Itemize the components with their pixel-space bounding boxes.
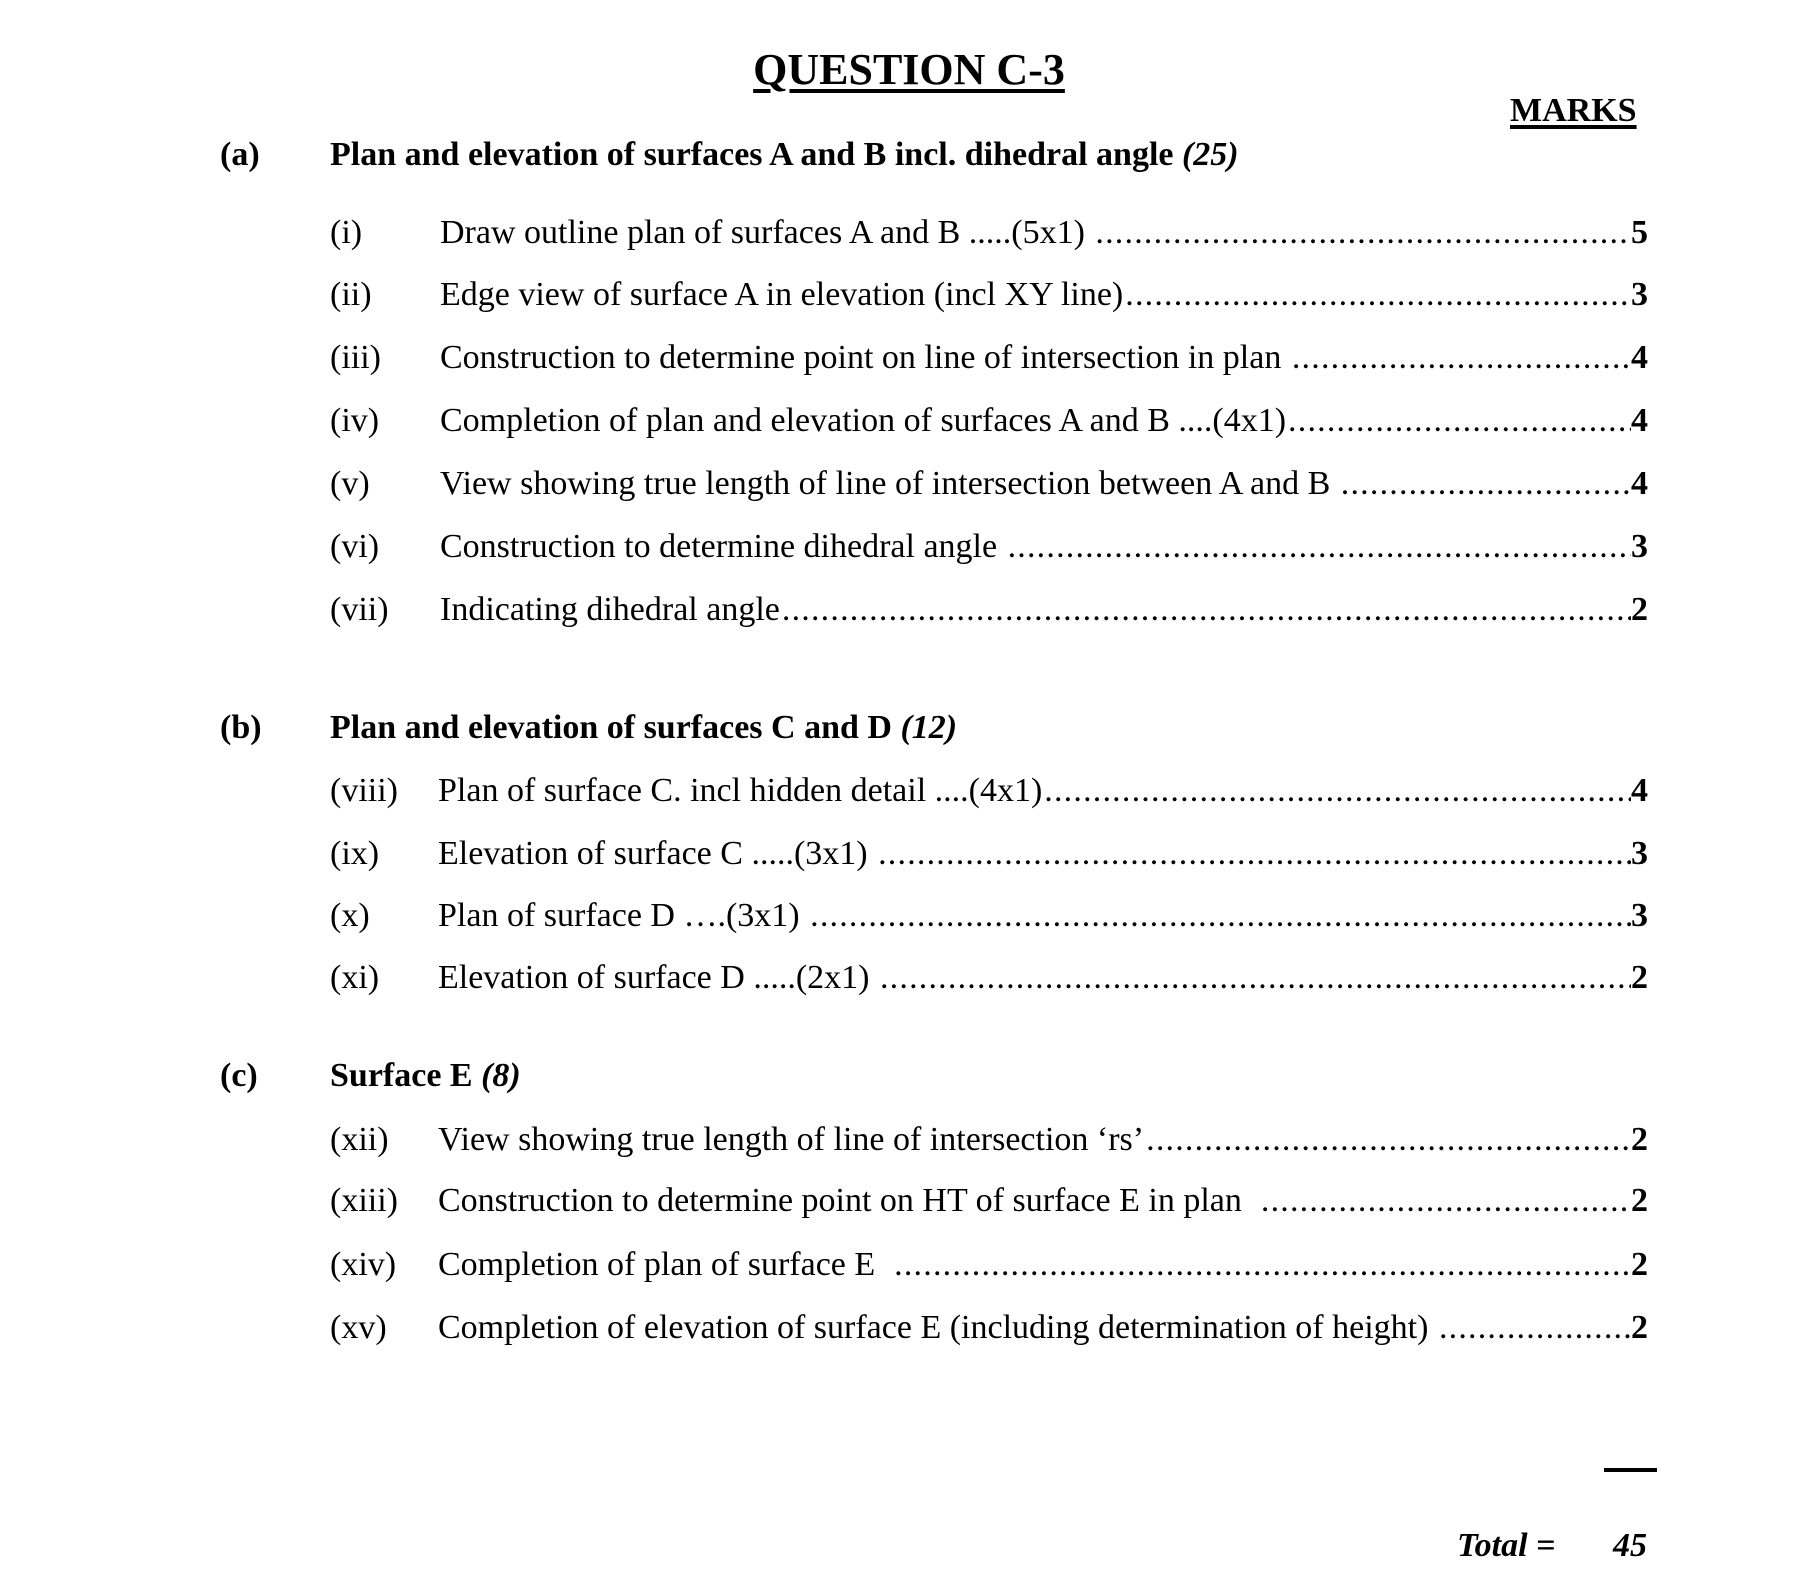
total-separator-line — [1604, 1468, 1657, 1472]
dot-leader — [1095, 214, 1631, 252]
marking-row — [330, 1246, 1648, 1286]
total-label: Total = — [1457, 1527, 1556, 1564]
marking-row — [330, 1121, 1648, 1161]
item-description: Completion of elevation of surface E (including determination of height) — [438, 1309, 1437, 1346]
marking-row — [330, 1182, 1648, 1222]
dot-leader — [1044, 772, 1631, 810]
item-marks: 4 — [1631, 402, 1648, 439]
dot-leader — [1008, 528, 1631, 566]
item-marks: 2 — [1631, 1309, 1648, 1346]
item-description: Plan of surface D ….(3x1) — [438, 897, 809, 934]
item-marks: 2 — [1631, 1182, 1648, 1219]
section-b-title — [330, 709, 957, 747]
item-marks: 4 — [1631, 339, 1648, 376]
item-marks: 3 — [1631, 528, 1648, 565]
marking-row — [330, 772, 1648, 812]
item-number: (xv) — [330, 1309, 387, 1346]
page-title-text: QUESTION C-3 — [753, 45, 1065, 94]
section-c-title — [330, 1057, 521, 1095]
item-number: (iii) — [330, 339, 381, 376]
section-b-title-text: Plan and elevation of surfaces C and D — [330, 709, 892, 746]
item-number: (viii) — [330, 772, 398, 809]
section-a-title-text: Plan and elevation of surfaces A and B incl. dihedral angle — [330, 136, 1174, 173]
marking-row — [330, 402, 1648, 442]
item-number: (xiii) — [330, 1182, 398, 1219]
dot-leader — [1288, 402, 1631, 440]
section-a-letter: (a) — [220, 136, 260, 173]
section-c-title-text: Surface E — [330, 1057, 473, 1094]
item-marks: 2 — [1631, 1246, 1648, 1283]
item-number: (v) — [330, 465, 370, 502]
item-description: Completion of plan and elevation of surfaces A and B ....(4x1) — [440, 402, 1287, 439]
item-description: View showing true length of line of intersection between A and B — [440, 465, 1339, 502]
dot-leader — [1341, 465, 1631, 503]
item-marks: 2 — [1631, 591, 1648, 628]
item-marks: 4 — [1631, 465, 1648, 502]
item-description: Draw outline plan of surfaces A and B .....(5x1) — [440, 214, 1094, 251]
item-number: (ii) — [330, 276, 372, 313]
marking-row — [330, 959, 1648, 999]
dot-leader — [810, 897, 1631, 935]
marking-row — [330, 591, 1648, 631]
item-marks: 5 — [1631, 214, 1648, 251]
item-marks: 3 — [1631, 276, 1648, 313]
item-description: Edge view of surface A in elevation (incl XY line) — [440, 276, 1124, 313]
total-value: 45 — [1613, 1527, 1647, 1564]
item-description: Construction to determine point on HT of surface E in plan — [438, 1182, 1259, 1219]
marking-row — [330, 214, 1648, 254]
item-description: View showing true length of line of intersection ‘rs’ — [438, 1121, 1145, 1158]
dot-leader — [1292, 339, 1631, 377]
item-description: Construction to determine dihedral angle — [440, 528, 1006, 565]
item-marks: 4 — [1631, 772, 1648, 809]
item-marks: 2 — [1631, 1121, 1648, 1158]
dot-leader — [1261, 1182, 1631, 1220]
section-a-title — [330, 136, 1239, 174]
section-b-subtotal: (12) — [900, 709, 958, 746]
item-description: Completion of plan of surface E — [438, 1246, 893, 1283]
dot-leader — [878, 835, 1631, 873]
item-marks: 3 — [1631, 835, 1648, 872]
marking-row — [330, 528, 1648, 568]
item-description: Elevation of surface C .....(3x1) — [438, 835, 877, 872]
item-description: Construction to determine point on line of intersection in plan — [440, 339, 1290, 376]
item-number: (xii) — [330, 1121, 389, 1158]
dot-leader — [1125, 276, 1631, 314]
section-c-subtotal: (8) — [481, 1057, 521, 1094]
item-number: (xiv) — [330, 1246, 397, 1283]
item-number: (vii) — [330, 591, 389, 628]
dot-leader — [782, 591, 1631, 629]
item-marks: 2 — [1631, 959, 1648, 996]
marks-column-heading: MARKS — [1510, 92, 1637, 129]
section-b-letter: (b) — [220, 709, 262, 746]
marking-row — [330, 835, 1648, 875]
dot-leader — [1439, 1309, 1631, 1347]
item-number: (xi) — [330, 959, 380, 996]
item-description: Indicating dihedral angle — [440, 591, 780, 628]
page-title — [0, 44, 1818, 95]
item-number: (iv) — [330, 402, 380, 439]
marking-row — [330, 339, 1648, 379]
dot-leader — [1146, 1121, 1631, 1159]
section-a-subtotal: (25) — [1181, 136, 1239, 173]
item-marks: 3 — [1631, 897, 1648, 934]
item-description: Elevation of surface D .....(2x1) — [438, 959, 878, 996]
item-number: (ix) — [330, 835, 380, 872]
dot-leader — [894, 1246, 1631, 1284]
section-c-letter: (c) — [220, 1057, 258, 1094]
item-number: (x) — [330, 897, 370, 934]
marking-row — [330, 465, 1648, 505]
item-description: Plan of surface C. incl hidden detail ....(4x1) — [438, 772, 1043, 809]
marking-row — [330, 1309, 1648, 1349]
dot-leader — [880, 959, 1631, 997]
item-number: (vi) — [330, 528, 380, 565]
marking-row — [330, 276, 1648, 316]
marking-row — [330, 897, 1648, 937]
item-number: (i) — [330, 214, 363, 251]
